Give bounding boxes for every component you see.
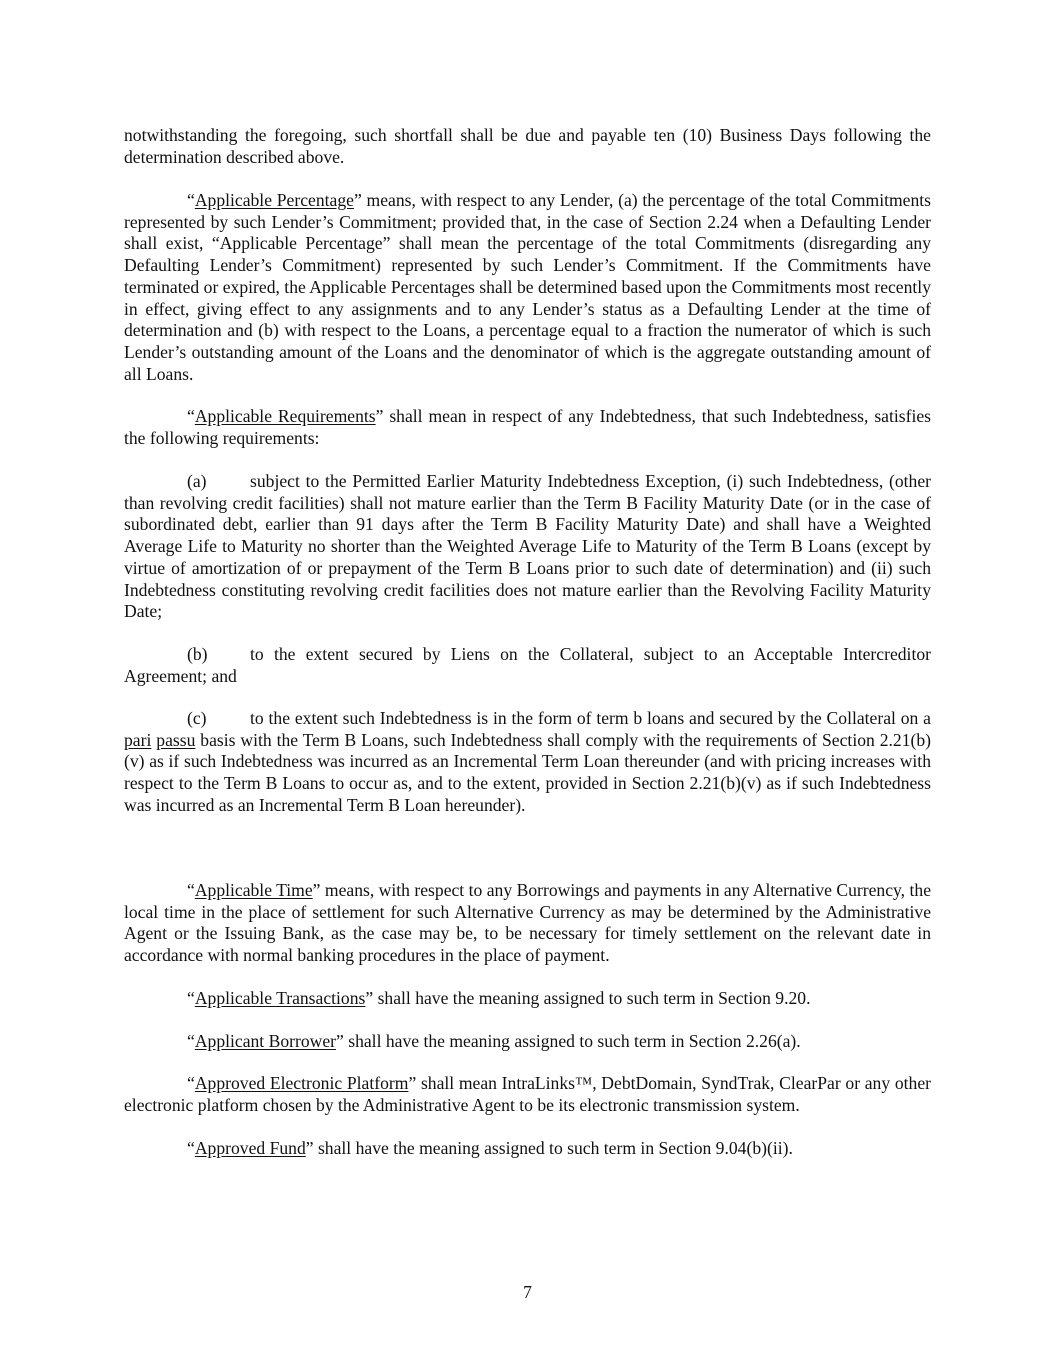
definition-applicable-percentage: “Applicable Percentage” means, with respect to any Lender, (a) the percentage of the total Commitments represented by such Lender’s Commitment; provided that, in the case of Section 2.24 when a Defaulting Lender shall exist, “Applicable Percentage” shall mean the percentage of the total Commitments (disregarding any Defaulting Lender’s Commitment) represented by such Lender’s Commitment. If the Commitments have terminated or expired, the Applicable Percentages shall be determined based upon the Commitments most recently in effect, giving effect to any assignments and to any Lender’s status as a Defaulting Lender at the time of determination and (b) with respect to the Loans, a percentage equal to a fraction the numerator of which is such Lender’s outstanding amount of the Loans and the denominator of which is the aggregate outstanding amount of all Loans. bbox=[124, 190, 931, 384]
definition-applicant-borrower: “Applicant Borrower” shall have the meaning assigned to such term in Section 2.26(a). bbox=[187, 1031, 801, 1051]
requirement-item-b bbox=[124, 644, 931, 687]
item-text: to the extent such Indebtedness is in the form of term b loans and secured by the Collateral on a bbox=[250, 708, 931, 728]
definition-body: means, with respect to any Lender, (a) the percentage of the total Commitments represented by such Lender’s Commitment; provided that, in the case of Section 2.24 when a Defaulting Lender shall exist, “Applicable Percentage” shall mean the percentage of the total Commitments (disregarding any Defaulting Lender’s Commitment) represented by such Lender’s Commitment. If the Commitments have terminated or expired, the Applicable Percentages shall be determined based upon the Commitments most recently in effect, giving effect to any assignments and to any Lender’s status as a Defaulting Lender at the time of determination and (b) with respect to the Loans, a percentage equal to a fraction the numerator of which is such Lender’s outstanding amount of the Loans and the denominator of which is the aggregate outstanding amount of all Loans. bbox=[124, 190, 931, 384]
definition-body: shall have the meaning assigned to such term in Section 9.20. bbox=[373, 988, 811, 1008]
definition-approved-electronic-platform: “Approved Electronic Platform” shall mean IntraLinks™, DebtDomain, SyndTrak, ClearPar or any other electronic platform chosen by the Administrative Agent to be its electronic transmission system. bbox=[124, 1073, 931, 1115]
definition-body: means, with respect to any Borrowings and payments in any Alternative Currency, the local time in the place of settlement for such Alternative Currency as may be determined by the Administrative Agent or the Issuing Bank, as the case may be, to be necessary for timely settlement on the relevant date in accordance with normal banking procedures in the place of payment. bbox=[124, 880, 932, 966]
item-label: (b) bbox=[187, 644, 208, 664]
definition-applicable-requirements: “Applicable Requirements” shall mean in respect of any Indebtedness, that such Indebtedness, satisfies the following requirements: bbox=[124, 406, 931, 448]
item-text: to the extent secured by Liens on the Collateral, subject to an Acceptable Intercreditor Agreement; and bbox=[124, 644, 931, 686]
defined-term: Applicable Requirements bbox=[194, 406, 376, 426]
definition-body: shall mean IntraLinks™, DebtDomain, SyndTrak, ClearPar or any other electronic platform chosen by the Administrative Agent to be its electronic transmission system. bbox=[124, 1073, 931, 1115]
item-text: basis with the Term B Loans, such Indebtedness shall comply with the requirements of Section 2.21(b)(v) as if such Indebtedness was incurred as an Incremental Term Loan thereunder (and with pricing increases with respect to the Term B Loans to occur as, and to the extent, provided in Section 2.21(b)(v) as if such Indebtedness was incurred as an Incremental Term B Loan hereunder). bbox=[124, 729, 932, 815]
defined-term: Applicable Percentage bbox=[194, 190, 354, 210]
defined-term: Approved Electronic Platform bbox=[194, 1073, 409, 1093]
definition-body: shall have the meaning assigned to such term in Section 9.04(b)(ii). bbox=[313, 1138, 793, 1158]
requirement-item-c bbox=[124, 708, 931, 817]
definition-applicable-transactions: “Applicable Transactions” shall have the meaning assigned to such term in Section 9.20. bbox=[187, 988, 811, 1008]
item-label: (c) bbox=[187, 708, 207, 728]
definition-applicable-time: “Applicable Time” means, with respect to any Borrowings and payments in any Alternative Currency, the local time in the place of settlement for such Alternative Currency as may be determined by the Administrative Agent or the Issuing Bank, as the case may be, to be necessary for timely settlement on the relevant date in accordance with normal banking procedures in the place of payment. bbox=[124, 880, 932, 966]
defined-term: Approved Fund bbox=[194, 1138, 306, 1158]
defined-term: Applicable Transactions bbox=[194, 988, 366, 1008]
definition-body: shall mean in respect of any Indebtedness, that such Indebtedness, satisfies the following requirements: bbox=[124, 406, 931, 448]
requirement-item-a bbox=[124, 471, 931, 623]
definition-approved-fund: “Approved Fund” shall have the meaning assigned to such term in Section 9.04(b)(ii). bbox=[187, 1138, 793, 1158]
defined-term: Applicable Time bbox=[194, 880, 313, 900]
latin-term-pari: pari bbox=[124, 729, 152, 750]
item-label: (a) bbox=[187, 471, 207, 491]
item-text: subject to the Permitted Earlier Maturity Indebtedness Exception, (i) such Indebtedness, (other than revolving credit facilities) shall not mature earlier than the Term B Facility Maturity Date (or in the case of subordinated debt, earlier than 91 days after the Term B Facility Maturity Date) and shall have a Weighted Average Life to Maturity no shorter than the Weighted Average Life to Maturity of the Term B Loans (except by virtue of amortization of or prepayment of the Term B Loans prior to such date of determination) and (ii) such Indebtedness constituting revolving credit facilities does not mature earlier than the Revolving Facility Maturity Date; bbox=[124, 471, 931, 622]
definition-body: shall have the meaning assigned to such term in Section 2.26(a). bbox=[343, 1031, 801, 1051]
latin-term-passu: passu bbox=[156, 729, 196, 750]
page-number: 7 bbox=[523, 1282, 532, 1302]
defined-term: Applicant Borrower bbox=[194, 1031, 337, 1051]
continuation-paragraph: notwithstanding the foregoing, such shortfall shall be due and payable ten (10) Business Days following the determination described above. bbox=[124, 125, 931, 167]
